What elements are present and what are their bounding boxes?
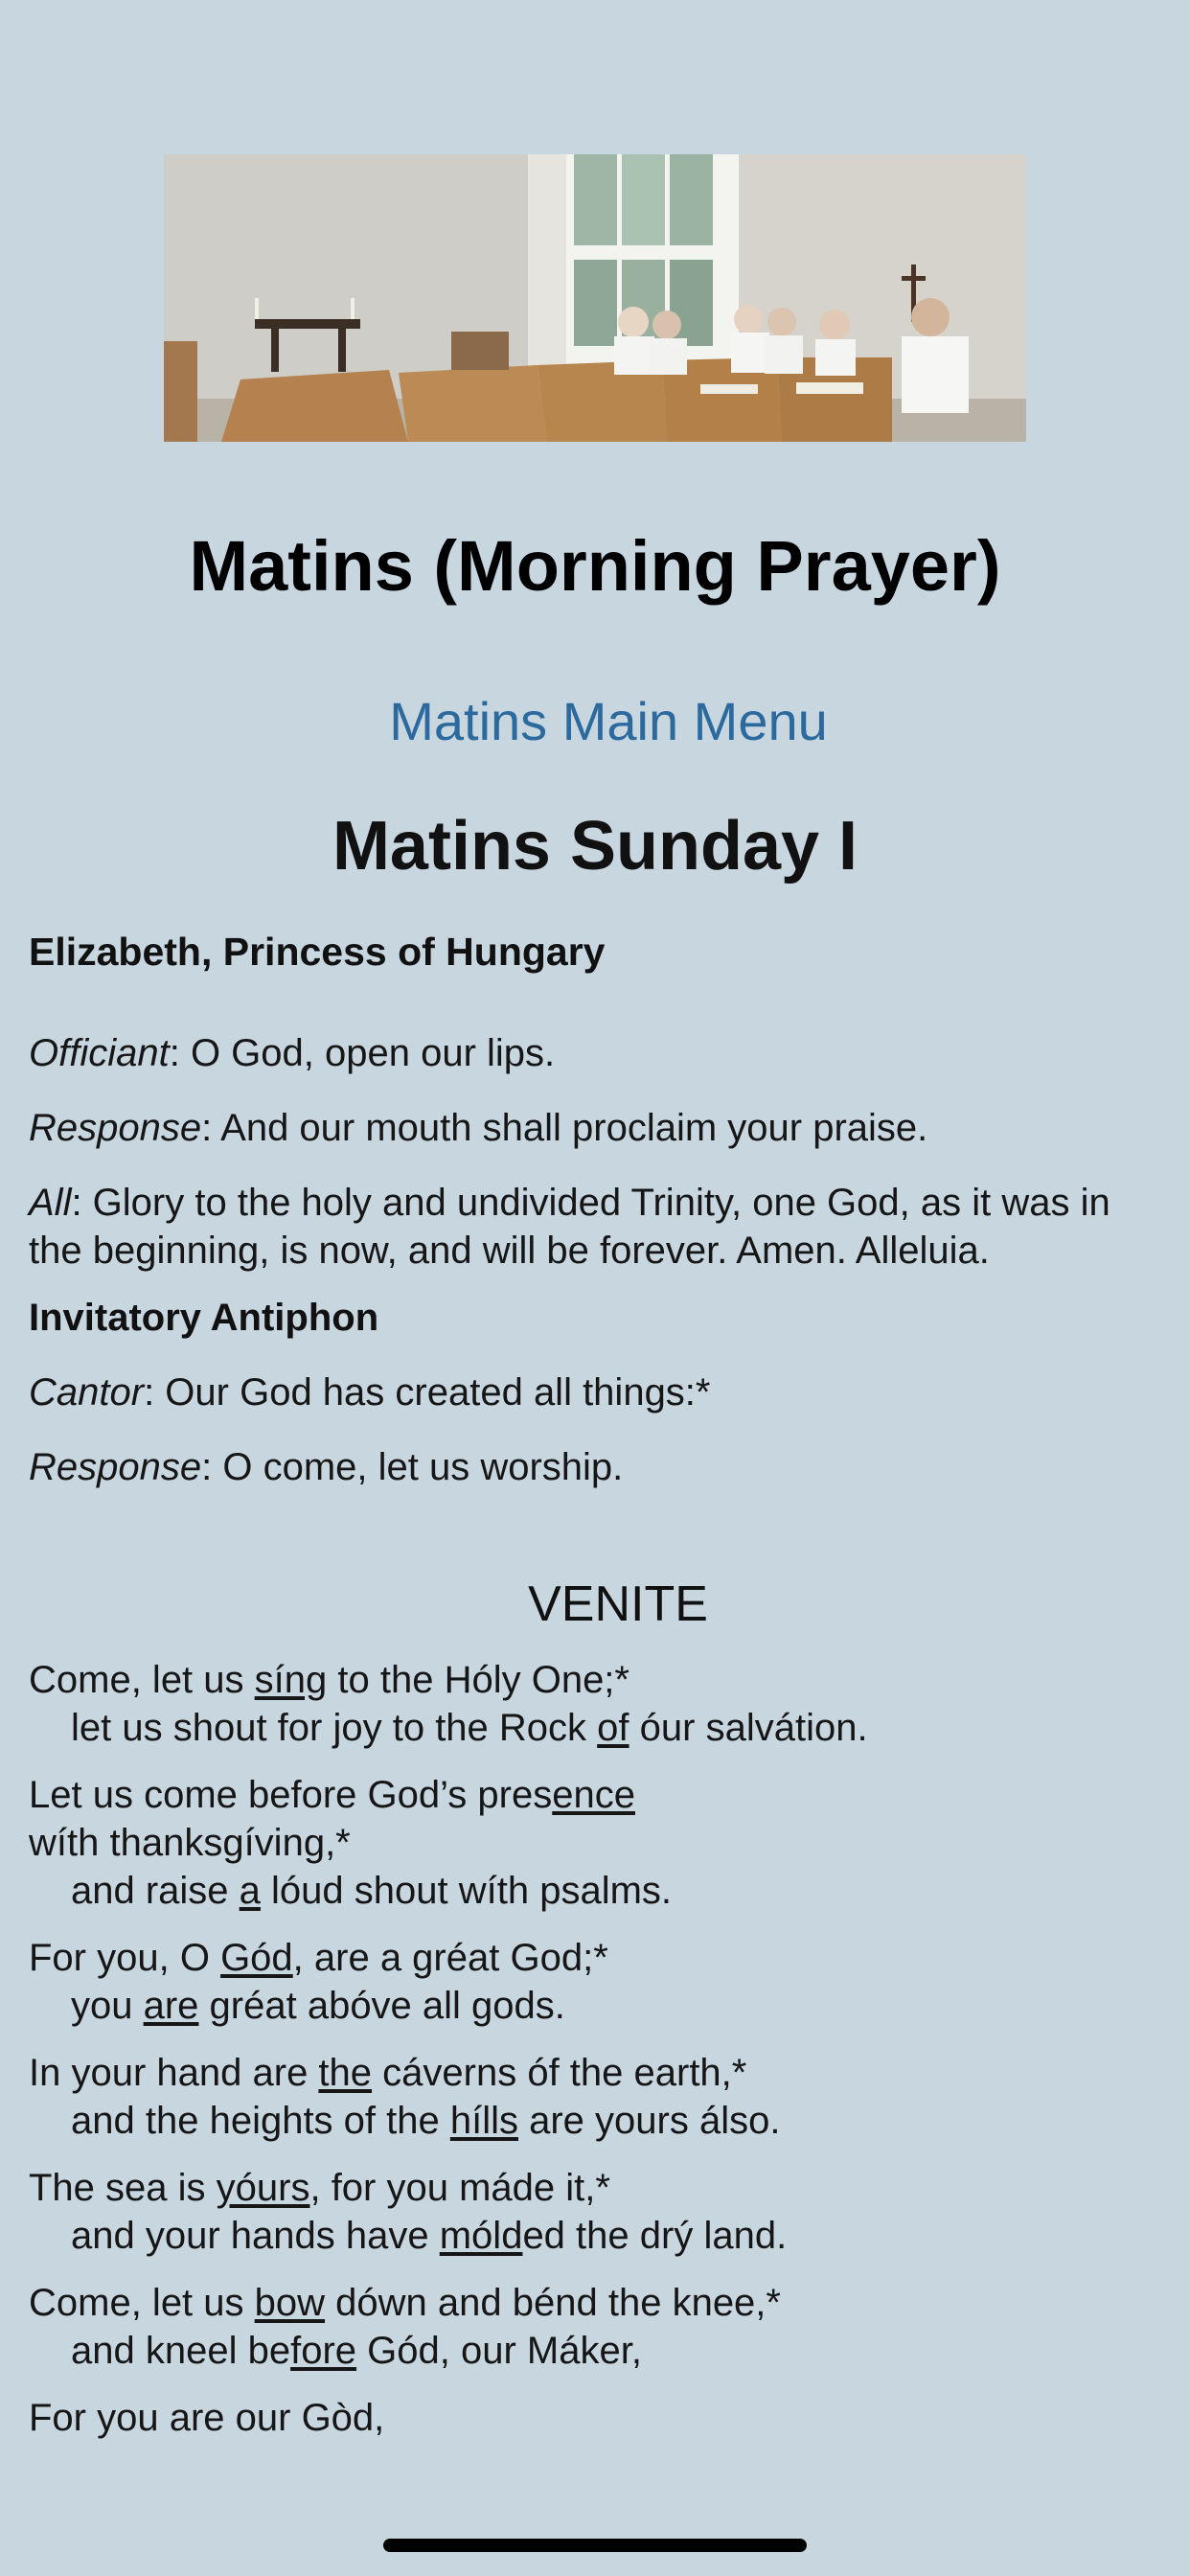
- accent-syllable: fore: [290, 2330, 357, 2372]
- header-image: [164, 154, 1026, 442]
- verse-line: [29, 1819, 1169, 1867]
- page-subtitle: Matins Sunday I: [332, 808, 858, 885]
- role-label: Officiant: [29, 1032, 170, 1074]
- home-indicator[interactable]: [383, 2539, 807, 2552]
- verse-line: [29, 2394, 1169, 2442]
- versicle-line: [29, 1104, 1169, 1152]
- verse-text: In your hand are: [29, 2052, 319, 2094]
- versicle-line: [29, 1443, 1169, 1491]
- chapel-photo: [164, 154, 1026, 442]
- verse-text: , for you máde it,*: [309, 2167, 610, 2209]
- verse-text: For you are our Gòd,: [29, 2397, 385, 2439]
- verse-text: Gód, our Máker,: [356, 2330, 642, 2372]
- verse-text: and your hands have: [71, 2215, 440, 2257]
- versicle-line: [29, 1368, 1169, 1416]
- verse-text: Come, let us: [29, 2282, 255, 2324]
- psalm-verse: [29, 2279, 1169, 2375]
- versicle-text: : And our mouth shall proclaim your praise.: [201, 1107, 928, 1149]
- verse-line: [29, 2097, 1169, 2145]
- page-title: Matins (Morning Prayer): [189, 526, 1001, 606]
- verse-text: are yours álso.: [518, 2100, 781, 2142]
- invitatory-heading: Invitatory Antiphon: [29, 1297, 379, 1339]
- accent-syllable: ence: [552, 1774, 635, 1816]
- verse-text: to the Hóly One;*: [327, 1659, 629, 1701]
- psalm-verse: [29, 1656, 1169, 1752]
- verse-line: [29, 1771, 1169, 1819]
- verse-text: and kneel be: [71, 2330, 291, 2372]
- psalm-verse: [29, 2049, 1169, 2145]
- role-label: Response: [29, 1446, 202, 1488]
- accent-syllable: the: [318, 2052, 373, 2094]
- accent-syllable: are: [143, 1985, 199, 2027]
- verse-text: let us shout for joy to the Rock: [71, 1707, 598, 1749]
- verse-line: [29, 1704, 1169, 1752]
- role-label: Cantor: [29, 1371, 145, 1414]
- verse-text: cáverns óf the earth,*: [372, 2052, 747, 2094]
- verse-line: [29, 2049, 1169, 2097]
- commemoration-heading: Elizabeth, Princess of Hungary: [29, 930, 606, 974]
- verse-text: gréat abóve all gods.: [198, 1985, 565, 2027]
- verse-text: and raise: [71, 1870, 240, 1912]
- versicle-line: [29, 1029, 1169, 1077]
- verse-text: dówn and bénd the knee,*: [325, 2282, 781, 2324]
- verse-text: The sea is: [29, 2167, 217, 2209]
- verse-line: [29, 2212, 1169, 2260]
- verse-line: [29, 1656, 1169, 1704]
- verse-text: For you, O: [29, 1937, 221, 1979]
- psalm-verse: [29, 2394, 1169, 2442]
- verse-text: Let us come before God’s pres: [29, 1774, 553, 1816]
- role-label: All: [29, 1182, 72, 1224]
- venite-heading: VENITE: [528, 1576, 708, 1632]
- versicle-text: : Our God has created all things:*: [144, 1371, 711, 1414]
- liturgy-content: [29, 928, 1169, 2461]
- accent-syllable: móld: [439, 2215, 523, 2257]
- psalm-verse: [29, 1771, 1169, 1915]
- venite-verses: [29, 1656, 1169, 2442]
- versicle-text: : O come, let us worship.: [201, 1446, 624, 1488]
- verse-line: [29, 1867, 1169, 1915]
- verse-line: [29, 2327, 1169, 2375]
- matins-main-menu-link[interactable]: Matins Main Menu: [389, 691, 828, 751]
- accent-syllable: yóurs: [216, 2167, 310, 2209]
- verse-line: [29, 1934, 1169, 1982]
- verse-text: , are a gréat God;*: [292, 1937, 608, 1979]
- versicle-line: [29, 1179, 1169, 1275]
- versicle-text: : Glory to the holy and undivided Trinity, one God, as it was in the beginning, is now, and will be forever. Amen. Alleluia.: [29, 1182, 1110, 1272]
- verse-line: [29, 2279, 1169, 2327]
- accent-syllable: Gód: [220, 1937, 293, 1979]
- accent-syllable: of: [597, 1707, 629, 1749]
- accent-syllable: bow: [254, 2282, 326, 2324]
- verse-text: you: [71, 1985, 144, 2027]
- versicle-text: : O God, open our lips.: [169, 1032, 556, 1074]
- accent-syllable: a: [239, 1870, 261, 1912]
- psalm-verse: [29, 1934, 1169, 2030]
- psalm-verse: [29, 2164, 1169, 2260]
- role-label: Response: [29, 1107, 202, 1149]
- verse-line: [29, 2164, 1169, 2212]
- verse-text: lóud shout wíth psalms.: [260, 1870, 673, 1912]
- verse-text: Come, let us: [29, 1659, 255, 1701]
- accent-syllable: hílls: [449, 2100, 518, 2142]
- verse-text: wíth thanksgíving,*: [29, 1822, 351, 1864]
- verse-line: [29, 1982, 1169, 2030]
- verse-text: and the heights of the: [71, 2100, 450, 2142]
- accent-syllable: síng: [254, 1659, 328, 1701]
- verse-text: óur salvátion.: [629, 1707, 868, 1749]
- verse-text: ed the drý land.: [522, 2215, 788, 2257]
